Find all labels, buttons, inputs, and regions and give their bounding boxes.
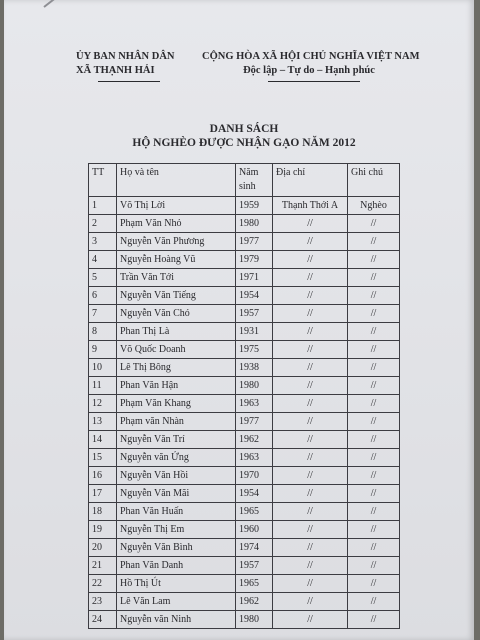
cell-tt: 11	[89, 377, 117, 395]
cell-year: 1974	[236, 539, 273, 557]
issuer-line-1: ỦY BAN NHÂN DÂN	[76, 51, 175, 62]
cell-name: Nguyễn Thị Em	[117, 521, 236, 539]
cell-note: //	[348, 287, 400, 305]
cell-year: 1931	[236, 323, 273, 341]
cell-tt: 2	[89, 215, 117, 233]
cell-address: //	[273, 575, 348, 593]
table-row	[89, 593, 400, 611]
cell-name: Phan Văn Huấn	[117, 503, 236, 521]
cell-note: //	[348, 305, 400, 323]
cell-name: Nguyễn Văn Phương	[117, 233, 236, 251]
cell-address: //	[273, 503, 348, 521]
cell-year: 1975	[236, 341, 273, 359]
cell-year: 1980	[236, 611, 273, 629]
cell-year: 1938	[236, 359, 273, 377]
table-header-row	[89, 164, 400, 197]
cell-note: //	[348, 503, 400, 521]
cell-name: Nguyễn văn Ninh	[117, 611, 236, 629]
cell-tt: 19	[89, 521, 117, 539]
cell-tt: 16	[89, 467, 117, 485]
cell-address: //	[273, 305, 348, 323]
column-header-year-label: Năm sinh	[239, 167, 259, 192]
cell-address: //	[273, 611, 348, 629]
cell-address: Thạnh Thới A	[273, 197, 348, 215]
cell-name: Nguyễn văn Ửng	[117, 449, 236, 467]
cell-note: //	[348, 251, 400, 269]
cell-address: //	[273, 341, 348, 359]
table-row	[89, 359, 400, 377]
cell-tt: 13	[89, 413, 117, 431]
cell-note: //	[348, 233, 400, 251]
cell-year: 1980	[236, 377, 273, 395]
cell-name: Nguyễn Văn Tiếng	[117, 287, 236, 305]
cell-note: //	[348, 539, 400, 557]
cell-name: Lê Thị Bông	[117, 359, 236, 377]
paper-fold-mark	[43, 0, 62, 8]
cell-year: 1959	[236, 197, 273, 215]
cell-tt: 14	[89, 431, 117, 449]
column-header-note: Ghi chú	[348, 164, 400, 197]
cell-year: 1954	[236, 485, 273, 503]
cell-tt: 6	[89, 287, 117, 305]
document-page	[4, 0, 474, 640]
cell-year: 1960	[236, 521, 273, 539]
table-row	[89, 197, 400, 215]
cell-year: 1971	[236, 269, 273, 287]
table-row	[89, 575, 400, 593]
cell-tt: 8	[89, 323, 117, 341]
national-header	[202, 50, 420, 78]
cell-name: Nguyễn Hoàng Vũ	[117, 251, 236, 269]
table-row	[89, 287, 400, 305]
cell-address: //	[273, 521, 348, 539]
table-row	[89, 305, 400, 323]
cell-note: //	[348, 413, 400, 431]
national-motto: Độc lập – Tự do – Hạnh phúc	[243, 65, 375, 76]
cell-address: //	[273, 593, 348, 611]
cell-note: Nghèo	[348, 197, 400, 215]
table-row	[89, 503, 400, 521]
cell-tt: 12	[89, 395, 117, 413]
national-title: CỘNG HÒA XÃ HỘI CHỦ NGHĨA VIỆT NAM	[202, 51, 420, 62]
table-row	[89, 611, 400, 629]
cell-year: 1954	[236, 287, 273, 305]
issuer-underline	[98, 81, 160, 82]
cell-address: //	[273, 287, 348, 305]
cell-note: //	[348, 431, 400, 449]
cell-name: Nguyễn Văn Bình	[117, 539, 236, 557]
cell-address: //	[273, 395, 348, 413]
table-row	[89, 557, 400, 575]
cell-name: Trần Văn Tới	[117, 269, 236, 287]
cell-address: //	[273, 539, 348, 557]
cell-year: 1979	[236, 251, 273, 269]
table-row	[89, 449, 400, 467]
table-row	[89, 467, 400, 485]
cell-tt: 22	[89, 575, 117, 593]
cell-note: //	[348, 575, 400, 593]
cell-name: Phạm văn Nhàn	[117, 413, 236, 431]
cell-name: Phan Thị Là	[117, 323, 236, 341]
cell-address: //	[273, 233, 348, 251]
cell-year: 1963	[236, 449, 273, 467]
cell-name: Lê Văn Lam	[117, 593, 236, 611]
table-row	[89, 395, 400, 413]
cell-tt: 1	[89, 197, 117, 215]
cell-name: Phan Văn Danh	[117, 557, 236, 575]
cell-note: //	[348, 359, 400, 377]
cell-tt: 3	[89, 233, 117, 251]
cell-year: 1957	[236, 557, 273, 575]
table-row	[89, 341, 400, 359]
cell-name: Hồ Thị Út	[117, 575, 236, 593]
cell-year: 1977	[236, 233, 273, 251]
column-header-address: Địa chỉ	[273, 164, 348, 197]
table-row	[89, 485, 400, 503]
cell-address: //	[273, 359, 348, 377]
cell-year: 1962	[236, 431, 273, 449]
cell-tt: 5	[89, 269, 117, 287]
cell-tt: 18	[89, 503, 117, 521]
cell-tt: 20	[89, 539, 117, 557]
cell-tt: 24	[89, 611, 117, 629]
table-row	[89, 215, 400, 233]
cell-tt: 10	[89, 359, 117, 377]
title-line-2: HỘ NGHÈO ĐƯỢC NHẬN GẠO NĂM 2012	[132, 137, 356, 149]
cell-address: //	[273, 557, 348, 575]
cell-name: Nguyễn Văn Trí	[117, 431, 236, 449]
cell-address: //	[273, 251, 348, 269]
cell-tt: 7	[89, 305, 117, 323]
motto-underline	[268, 81, 360, 82]
cell-name: Võ Quốc Doanh	[117, 341, 236, 359]
title-line-1: DANH SÁCH	[209, 123, 279, 135]
table-row	[89, 377, 400, 395]
cell-note: //	[348, 377, 400, 395]
cell-year: 1957	[236, 305, 273, 323]
cell-year: 1980	[236, 215, 273, 233]
cell-address: //	[273, 431, 348, 449]
column-header-tt: TT	[89, 164, 117, 197]
cell-note: //	[348, 341, 400, 359]
cell-name: Võ Thị Lời	[117, 197, 236, 215]
cell-address: //	[273, 467, 348, 485]
table-row	[89, 431, 400, 449]
cell-year: 1977	[236, 413, 273, 431]
issuer-line-2: XÃ THẠNH HẢI	[76, 65, 155, 76]
cell-note: //	[348, 323, 400, 341]
table-row	[89, 251, 400, 269]
cell-year: 1965	[236, 503, 273, 521]
cell-note: //	[348, 269, 400, 287]
cell-tt: 17	[89, 485, 117, 503]
cell-address: //	[273, 215, 348, 233]
cell-address: //	[273, 377, 348, 395]
cell-address: //	[273, 413, 348, 431]
column-header-name: Họ và tên	[117, 164, 236, 197]
cell-note: //	[348, 611, 400, 629]
table-row	[89, 413, 400, 431]
cell-name: Nguyễn Văn Hồi	[117, 467, 236, 485]
table-row	[89, 323, 400, 341]
cell-tt: 21	[89, 557, 117, 575]
cell-note: //	[348, 215, 400, 233]
cell-note: //	[348, 485, 400, 503]
household-table	[88, 163, 400, 629]
cell-name: Nguyễn Văn Mãi	[117, 485, 236, 503]
cell-tt: 4	[89, 251, 117, 269]
cell-address: //	[273, 485, 348, 503]
cell-year: 1962	[236, 593, 273, 611]
cell-note: //	[348, 467, 400, 485]
cell-note: //	[348, 557, 400, 575]
cell-note: //	[348, 521, 400, 539]
cell-name: Nguyễn Văn Chó	[117, 305, 236, 323]
document-title	[124, 122, 364, 150]
cell-name: Phan Văn Hận	[117, 377, 236, 395]
cell-address: //	[273, 323, 348, 341]
cell-note: //	[348, 395, 400, 413]
cell-address: //	[273, 269, 348, 287]
table-row	[89, 539, 400, 557]
cell-name: Phạm Văn Khang	[117, 395, 236, 413]
cell-name: Phạm Văn Nhỏ	[117, 215, 236, 233]
cell-note: //	[348, 449, 400, 467]
cell-address: //	[273, 449, 348, 467]
issuer-block	[76, 50, 188, 78]
cell-year: 1970	[236, 467, 273, 485]
cell-year: 1965	[236, 575, 273, 593]
cell-tt: 23	[89, 593, 117, 611]
cell-tt: 9	[89, 341, 117, 359]
table-row	[89, 269, 400, 287]
cell-tt: 15	[89, 449, 117, 467]
table-row	[89, 521, 400, 539]
cell-year: 1963	[236, 395, 273, 413]
cell-note: //	[348, 593, 400, 611]
table-row	[89, 233, 400, 251]
column-header-year	[236, 164, 273, 197]
